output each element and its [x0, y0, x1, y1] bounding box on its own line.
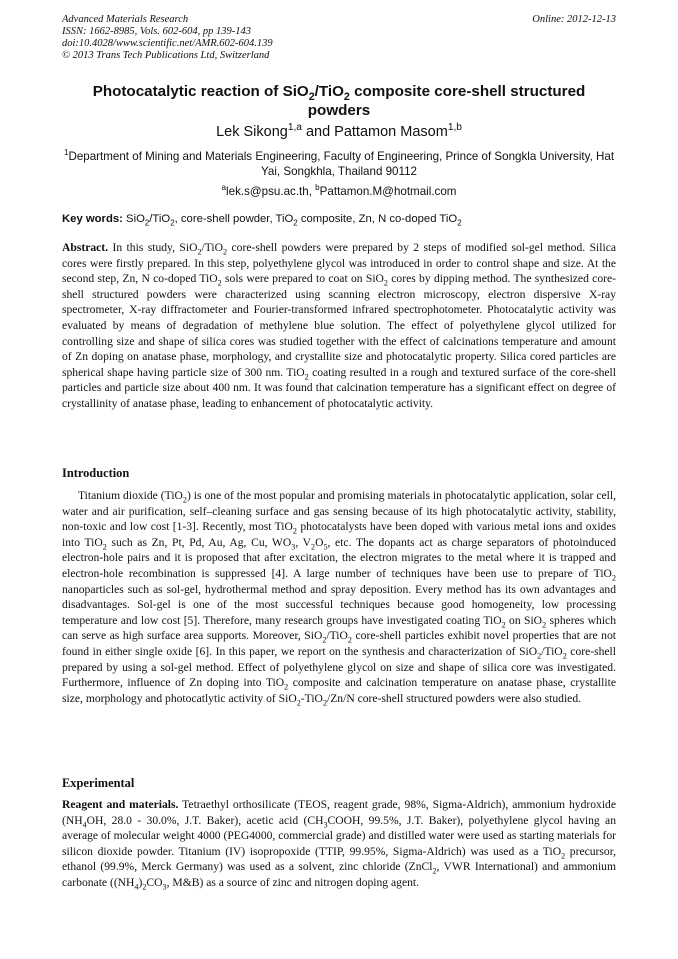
- experimental-body: Reagent and materials. Tetraethyl orthosilicate (TEOS, reagent grade, 98%, Sigma-Aldrich), ammonium hydroxide ($NH_4OH$, 28.0 - 30.0%, J.T. Baker), acetic acid ($CH_3COOH$, 99.5%, J.T. Baker), polyethylene glycol having an average of molecular weight 4000 (PEG4000, commercial grade) and distilled water were used as starting materials for silicon dioxide powder. Titanium (IV) isopropoxide (TTIP, 99.95%, Sigma-Aldrich) was used as a TiO$_2$ precursor, ethanol (99.9%, Merck Germany) was used as a solvent, zinc chloride (ZnCl$_2$, VWR International) and ammonium carbonate ($(NH_4)_2CO_3$, M&B) as a source of zinc and nitrogen doping agent.: [62, 798, 617, 892]
- paper-title: Photocatalytic reaction of SiO$_2$/TiO$_2$ composite core-shell structured powders: [92, 83, 586, 119]
- copyright-line: © 2013 Trans Tech Publications Ltd, Switzerland: [62, 50, 270, 61]
- author-emails: $^a$lek.s@psu.ac.th, $^b$Pattamon.M@hotmail.com: [221, 183, 457, 198]
- reagents-label: Reagent and materials.: [62, 798, 179, 811]
- introduction-body: Titanium dioxide (TiO$_2$) is one of the most popular and promising materials in photocatalytic application, solar cell, water and air purification, self–cleaning surface and gas sensing because of its high photocatalytic activity, stability, non-toxic and low cost [1-3]. Recently, most TiO$_2$ photocatalysts have been doped with various metal ions and oxides into TiO$_2$ such as Zn, Pt, Pd, Au, Ag, Cu, $WO_3$, $V_2O_5$, etc. The dopants act as charge separators of photoinduced electron-hole pairs and it is proposed that after excitation, the electron migrates to the metal where it is trapped and electron-hole recombination is suppressed [4]. A large number of techniques have been use to prepare of TiO$_2$ nanoparticles such as sol-gel, hydrothermal method and spray deposition. Every method has its own advantages and disadvantages. Sol-gel is one of the most successful techniques because good homogeneity, low processing temperature and low cost [5]. Therefore, many research groups have investigated coating TiO$_2$ on SiO$_2$ spheres which can serve as high surface area supports. Moreover, SiO$_2$/TiO$_2$ core-shell particles exhibit novel properties that are not found in either single oxide [6]. In this paper, we report on the synthesis and characterization of SiO$_2$/TiO$_2$ core-shell prepared by using a sol-gel method. Effect of polyethylene glycol on size and shape of silica core was investigated. Furthermore, influence of Zn doping into TiO$_2$ composite and calcination temperature on anatase phase, crystallite size, morphology and photocatlytic activity of SiO$_2$-TiO$_2$/Zn/N core-shell structured powders were also studied.: [62, 489, 617, 708]
- introduction-heading: Introduction: [62, 466, 130, 480]
- author-line: Lek Sikong$^{1,a}$ and Pattamon Masom$^{1,b}$: [216, 122, 462, 140]
- online-date: Online: 2012-12-13: [532, 14, 616, 25]
- author-1: Lek Sikong: [216, 124, 288, 140]
- issn-line: ISSN: 1662-8985, Vols. 602-604, pp 139-143: [62, 26, 251, 37]
- email-b: Pattamon.M@hotmail.com: [319, 185, 457, 198]
- experimental-heading: Experimental: [62, 776, 135, 790]
- author-2: Pattamon Masom: [334, 124, 448, 140]
- affiliation: $^1$Department of Mining and Materials Engineering, Faculty of Engineering, Prince of Songkla University, Hat Yai, Songkhla, Thailand 90112: [63, 148, 615, 178]
- email-a: lek.s@psu.ac.th,: [226, 185, 316, 198]
- abstract: Abstract. In this study, SiO$_2$/TiO$_2$ core-shell powders were prepared by 2 steps of modified sol-gel method. Silica cores were firstly prepared. In this step, polyethylene glycol was introduced in order to control shape and size. At the second step, Zn, N co-doped TiO$_2$ sols were prepared to coat on SiO$_2$ cores by dipping method. The synthesized core-shell structured powders were characterized using scanning electron microscopy, electron dispersive X-ray spectrometer, X-ray diffractometer and Fourier-transformed infrared spectrophotometer. Photocatalytic activity was evaluated by means of degradation of methylene blue solution. The effect of polyethylene glycol utilized for controlling size and shape of silica cores was studied together with the effect of calcinations temperature and amount of Zn doping on anatase phase, morphology, and crystallite size and photocatalytic property. Silica cored particles are spherical shape having particle size of 300 nm. TiO$_2$ coating resulted in a rough and textured surface of the core-shell particles and particle size about 400 nm. It was found that calcination temperature has a significant effect on degree of crystallinity of anatase phase, leading to enhancement of photocatalytic activity.: [62, 241, 616, 410]
- keywords: Key words: SiO$_2$/TiO$_2$, core-shell powder, TiO$_2$ composite, Zn, N co-doped TiO$_2$: [62, 213, 462, 228]
- journal-name: Advanced Materials Research: [62, 14, 189, 25]
- journal-header: [62, 14, 616, 62]
- doi-line: doi:10.4028/www.scientific.net/AMR.602-604.139: [62, 38, 273, 49]
- keywords-label: Key words:: [62, 213, 123, 225]
- abstract-label: Abstract.: [62, 241, 109, 254]
